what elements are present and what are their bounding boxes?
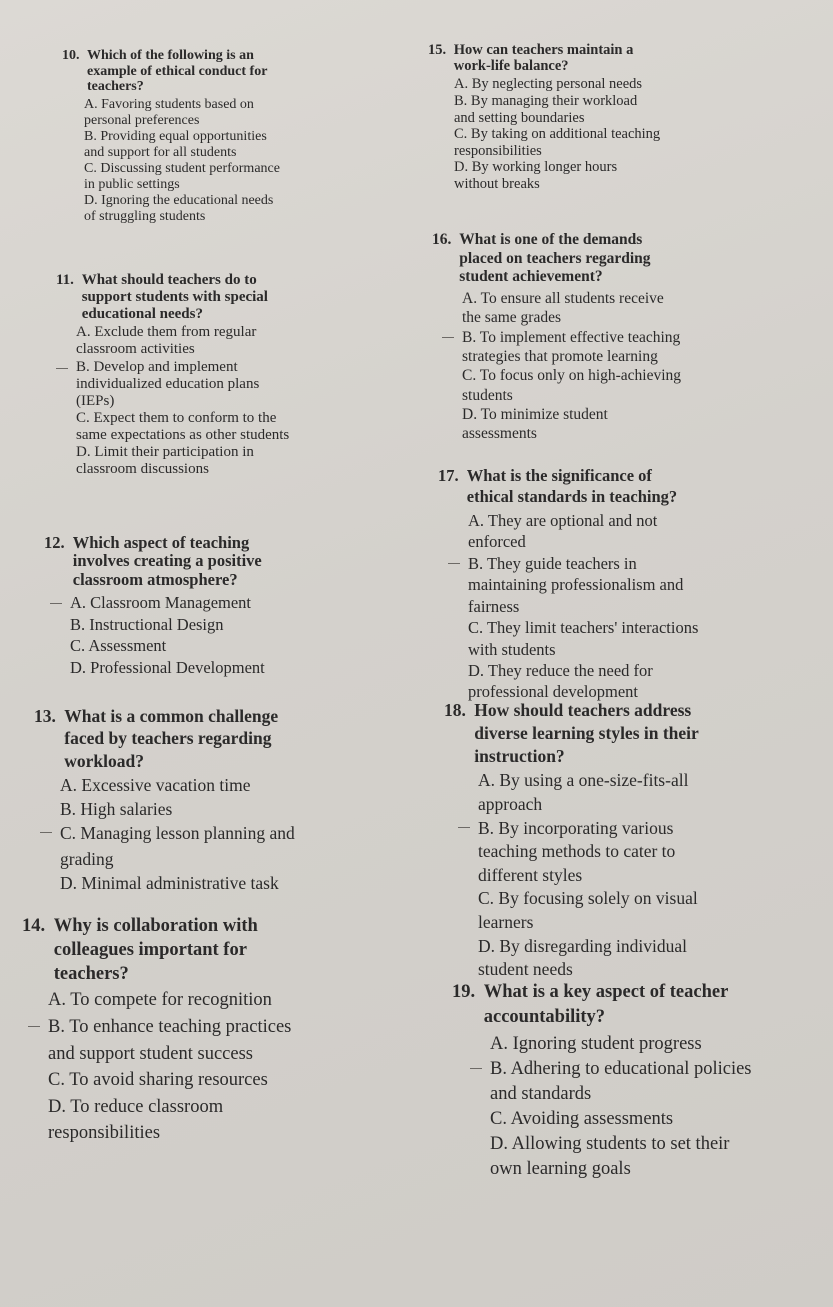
question-number: 13. [34, 706, 56, 726]
option-b: B. To enhance teaching practices and support student success [48, 1014, 382, 1068]
question-number: 16. [432, 231, 452, 248]
question-19 [452, 980, 822, 1182]
question-number: 11. [56, 272, 74, 288]
question-number: 18. [444, 700, 466, 720]
question-number: 12. [44, 533, 65, 552]
options-list [84, 97, 382, 225]
option-c: C. Discussing student performance in public settings [84, 160, 280, 192]
option-c: C. Assessment [70, 636, 167, 656]
option-b: B. By incorporating various teaching methods to cater to different styles [478, 817, 804, 888]
options-list [478, 769, 804, 982]
option-c: C. By focusing solely on visual learners [478, 888, 698, 932]
option-c: C. Avoiding assessments [490, 1108, 674, 1129]
option-a: A. Ignoring student progress [490, 1033, 702, 1054]
option-d: D. Limit their participation in classroom discussions [76, 444, 254, 478]
question-number: 19. [452, 982, 476, 1002]
option-b: B. By managing their workload and setting boundaries [454, 92, 638, 126]
option-d: D. Allowing students to set their own learning goals [490, 1133, 730, 1179]
option-b: B. They guide teachers in maintaining professionalism and fairness [468, 553, 778, 617]
options-list [48, 988, 382, 1147]
question-18-title [444, 699, 804, 767]
question-11 [56, 272, 386, 478]
question-14 [22, 914, 382, 1147]
options-list [454, 76, 758, 192]
question-10 [62, 48, 382, 225]
option-d: D. By working longer hours without breaks [454, 159, 618, 192]
question-13 [34, 705, 374, 896]
question-text: Which aspect of teaching involves creating a positive classroom atmosphere? [72, 533, 262, 589]
question-12-title [44, 534, 374, 589]
question-17 [438, 465, 778, 703]
question-11-title [56, 272, 386, 322]
question-text: What is one of the demands placed on teachers regarding student achievement? [459, 231, 651, 286]
option-d: D. To minimize student assessments [462, 406, 608, 443]
option-d: D. Ignoring the educational needs of struggling students [84, 192, 274, 224]
option-b: B. Providing equal opportunities and support for all students [84, 128, 267, 160]
options-list [76, 324, 386, 478]
question-number: 14. [22, 916, 46, 936]
option-d: D. To reduce classroom responsibilities [48, 1096, 224, 1144]
question-16-title [432, 231, 762, 287]
option-b: B. Instructional Design [70, 614, 224, 634]
question-number: 15. [428, 42, 447, 58]
option-a: A. By using a one-size-fits-all approach [478, 770, 689, 814]
question-number: 17. [438, 466, 459, 485]
question-17-title [438, 465, 778, 508]
question-19-title [452, 980, 822, 1030]
question-16 [432, 231, 762, 444]
option-c: C. They limit teachers' interactions with students [468, 618, 699, 659]
option-c: C. By taking on additional teaching responsibilities [454, 126, 661, 159]
question-text: What is a common challenge faced by teachers regarding workload? [64, 706, 279, 771]
question-text: Why is collaboration with colleagues important for teachers? [53, 916, 258, 985]
option-b: B. High salaries [60, 798, 173, 819]
option-d: D. By disregarding individual student needs [478, 935, 688, 980]
question-15 [428, 42, 758, 192]
option-d: D. Professional Development [70, 657, 265, 677]
option-c: C. Expect them to conform to the same expectations as other students [76, 409, 290, 443]
question-14-title [22, 914, 382, 986]
option-a: A. They are optional and not enforced [468, 510, 658, 552]
options-list [70, 592, 374, 678]
option-c: C. To focus only on high-achieving students [462, 367, 682, 404]
option-c: C. Managing lesson planning and grading [60, 821, 374, 872]
option-d: D. They reduce the need for professional development [468, 660, 653, 702]
option-b: B. Adhering to educational policies and standards [490, 1057, 822, 1107]
question-text: Which of the following is an example of ethical conduct for teachers? [87, 48, 268, 95]
option-a: A. To ensure all students receive the same grades [462, 289, 664, 327]
option-a: A. Excessive vacation time [60, 775, 251, 796]
question-10-title [62, 48, 382, 95]
question-text: How can teachers maintain a work-life balance? [453, 42, 634, 75]
question-text: What should teachers do to support students with special educational needs? [81, 272, 268, 322]
options-list [60, 774, 374, 896]
option-a: A. Exclude them from regular classroom activities [76, 324, 257, 358]
option-a: A. By neglecting personal needs [454, 76, 643, 93]
option-c: C. To avoid sharing resources [48, 1069, 268, 1090]
options-list [468, 510, 778, 703]
question-text: What is a key aspect of teacher accountability? [483, 982, 729, 1027]
options-list [490, 1032, 822, 1182]
option-a: A. Favoring students based on personal preferences [84, 97, 254, 128]
options-list [462, 289, 762, 444]
option-b: B. Develop and implement individualized education plans (IEPs) [76, 359, 386, 410]
question-12 [44, 534, 374, 678]
question-18 [444, 699, 804, 982]
option-a: A. Classroom Management [70, 592, 374, 613]
question-15-title [428, 42, 758, 74]
question-text: How should teachers address diverse learning styles in their instruction? [474, 700, 699, 766]
question-number: 10. [62, 48, 80, 63]
question-text: What is the significance of ethical standards in teaching? [466, 466, 678, 507]
option-a: A. To compete for recognition [48, 990, 272, 1011]
question-13-title [34, 705, 374, 772]
option-b: B. To implement effective teaching strategies that promote learning [462, 328, 762, 367]
option-d: D. Minimal administrative task [60, 873, 279, 894]
